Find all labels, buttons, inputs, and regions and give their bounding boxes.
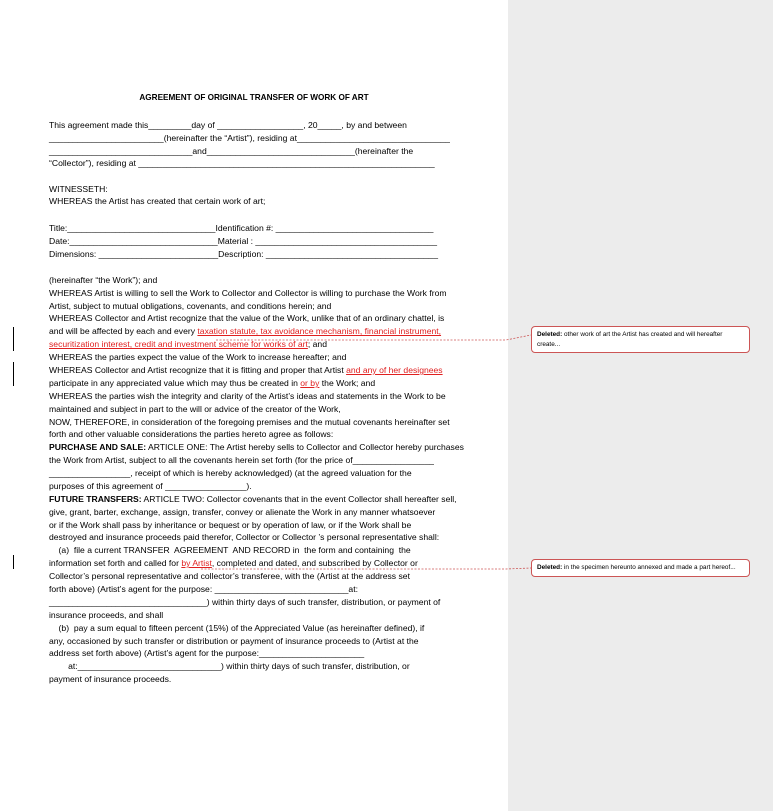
text-line: ______________________________and_______________________________(hereinafter the [49,146,414,156]
text-run: ; and [307,339,327,349]
comment-margin-pane [508,0,773,811]
text-line: address set forth above) (Artist’s agent for the purpose:______________________ [49,648,365,658]
inserted-text[interactable]: and any of her designees [346,365,443,375]
text-line: Collector’s personal representative and collector’s transferee, with the (Artist at the address set [49,571,410,581]
text-line: (hereinafter “the Work”); and [49,275,158,285]
inserted-text[interactable]: or by [300,378,320,388]
text-line: Dimensions: _________________________Description: ____________________________________ [49,249,438,259]
text-run: WHEREAS Collector and Artist recognize that it is fitting and proper that Artist [49,365,347,375]
text-line: Title:_______________________________Identification #: _________________________________ [49,223,434,233]
text-line: _________________________________) within thirty days of such transfer, distribution, or payment of [49,597,441,607]
text-line: NOW, THEREFORE, in consideration of the foregoing premises and the mutual covenants hereinafter set [49,417,450,427]
text-line: WHEREAS the Artist has created that certain work of art; [49,196,266,206]
text-line: WHEREAS Collector and Artist recognize that the value of the Work, unlike that of an ordinary chattel, is [49,313,445,323]
inserted-text[interactable]: by Artist [181,558,212,568]
inserted-text[interactable]: taxation statute, tax avoidance mechanism, financial instrument, [197,326,442,336]
change-bar-2 [13,362,14,386]
text-line: _________________, receipt of which is hereby acknowledged) (at the agreed valuation for the [49,468,412,478]
text-line: “Collector”), residing at ______________________________________________________________ [49,158,435,168]
text-run: , completed and dated, and subscribed by Collector or [211,558,418,568]
text-line: give, grant, barter, exchange, assign, transfer, convey or alienate the Work in any manner whatsoever [49,507,436,517]
text-line: any, occasioned by such transfer or distribution or payment of insurance proceeds to (Artist at the [49,636,419,646]
text-run: participate in any appreciated value which may thus be created in [49,378,301,388]
section-heading: FUTURE TRANSFERS: [49,494,142,504]
text-line: WITNESSETH: [49,184,108,194]
text-line: (a) file a current TRANSFER AGREEMENT AND RECORD in the form and containing the [49,545,411,555]
text-line: (b) pay a sum equal to fifteen percent (15%) of the Appreciated Value (as hereinafter defined), if [49,623,425,633]
text-line: Date:_______________________________Material : ______________________________________ [49,236,438,246]
text-line: WHEREAS the parties wish the integrity and clarity of the Artist’s ideas and statements in the Work to be [49,391,446,401]
comment-text: other work of art the Artist has created and will hereafter create... [537,331,723,348]
text-line: Artist, subject to mutual obligations, covenants, and conditions herein; and [49,301,332,311]
section-heading: PURCHASE AND SALE: [49,442,147,452]
comment-label: Deleted: [537,331,563,338]
comment-balloon-2[interactable] [531,559,750,577]
text-line: forth above) (Artist’s agent for the purpose: ____________________________at: [49,584,358,594]
text-line: maintained and subject in part to the will or advice of the creator of the Work, [49,404,341,414]
text-line: at:______________________________) within thirty days of such transfer, distribution, or [49,661,410,671]
text-line: ________________________(hereinafter the “Artist”), residing at________________________________ [49,133,450,143]
text-line [49,557,418,569]
text-line: or if the Work shall pass by inheritance or bequest or by operation of law, or if the Work shall be [49,520,412,530]
text-line [49,377,375,389]
text-line [49,493,457,505]
document-title: AGREEMENT OF ORIGINAL TRANSFER OF WORK OF ART [139,93,369,102]
text-run: the Work; and [319,378,376,388]
text-line [49,364,443,376]
text-run: ARTICLE ONE: The Artist hereby sells to Collector and Collector hereby purchases [146,442,464,452]
text-line: destroyed and insurance proceeds paid therefor, Collector or Collector ’s personal representative shall: [49,532,440,542]
comment-label: Deleted: [537,564,563,571]
change-bar-1 [13,327,14,351]
text-line [49,338,327,350]
text-line: WHEREAS the parties expect the value of the Work to increase hereafter; and [49,352,347,362]
text-line: This agreement made this_________day of __________________, 20_____, by and between [49,120,407,130]
text-line: payment of insurance proceeds. [49,674,172,684]
text-line [49,441,464,453]
text-line [49,325,441,337]
inserted-text[interactable]: securitization interest, credit and investment scheme for works of art [49,339,308,349]
text-line: purposes of this agreement of _________________). [49,481,252,491]
change-bar-3 [13,555,14,569]
text-line: insurance proceeds, and shall [49,610,164,620]
comment-balloon-1[interactable] [531,326,750,353]
text-run: and will be affected by each and every [49,326,198,336]
text-line: the Work from Artist, subject to all the covenants herein set forth (for the price of_________________ [49,455,434,465]
text-line: WHEREAS Artist is willing to sell the Work to Collector and Collector is willing to purchase the Work from [49,288,447,298]
text-line: forth and other valuable considerations the parties hereto agree as follows: [49,429,334,439]
text-run: ARTICLE TWO: Collector covenants that in the event Collector shall hereafter sell, [141,494,457,504]
comment-text: in the specimen hereunto annexed and made a part hereof... [562,564,736,571]
text-run: information set forth and called for [49,558,182,568]
